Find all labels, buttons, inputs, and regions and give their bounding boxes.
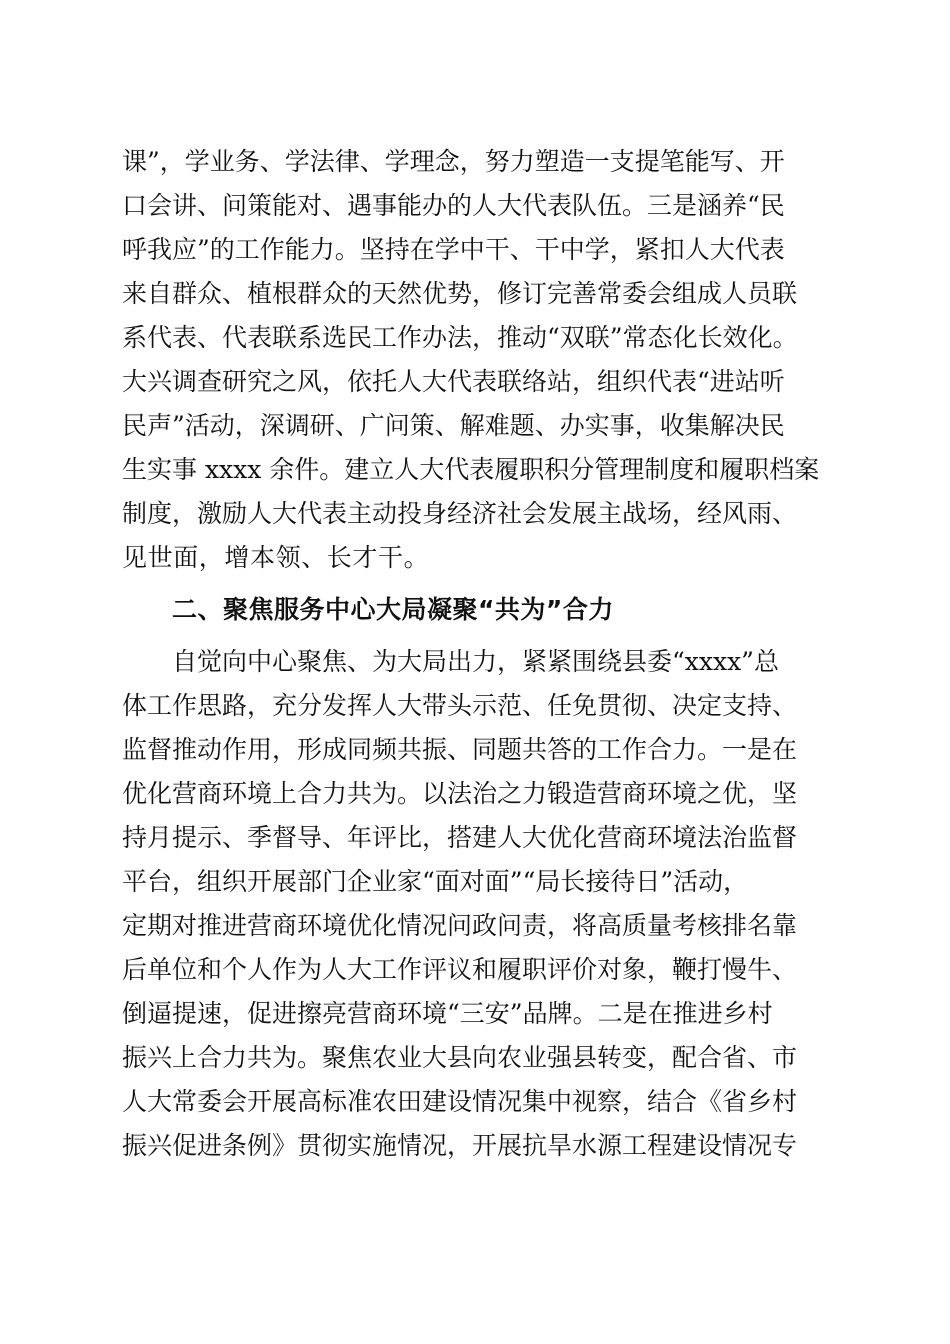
text-line: 制度，激励人大代表主动投身经济社会发展主战场，经风雨、 — [122, 499, 798, 528]
text-line: 振兴上合力共为。聚焦农业大县向农业强县转变，配合省、市 — [122, 1043, 798, 1072]
text-line: 见世面，增本领、长才干。 — [122, 543, 430, 572]
text-line: 后单位和个人作为人大工作评议和履职评价对象，鞭打慢牛、 — [122, 955, 798, 984]
text-line: 系代表、代表联系选民工作办法，推动“双联”常态化长效化。 — [122, 323, 798, 352]
text-line: 民声”活动，深调研、广问策、解难题、办实事，收集解决民 — [122, 411, 785, 440]
text-line: 口会讲、问策能对、遇事能办的人大代表队伍。三是涵养“民 — [122, 191, 785, 220]
text-line: 来自群众、植根群众的天然优势，修订完善常委会组成人员联 — [122, 279, 798, 308]
text-line: 倒逼提速，促进擦亮营商环境“三安”品牌。二是在推进乡村 — [122, 999, 773, 1028]
text-line: 监督推动作用，形成同频共振、同题共答的工作合力。一是在 — [122, 735, 798, 764]
text-line: 体工作思路，充分发挥人大带头示范、任免贯彻、决定支持、 — [122, 691, 798, 720]
text-line: 呼我应”的工作能力。坚持在学中干、干中学，紧扣人大代表 — [122, 235, 785, 264]
paragraph-first-line: 自觉向中心聚焦、为大局出力，紧紧围绕县委“xxxx”总 — [172, 647, 779, 676]
text-line: 持月提示、季督导、年评比，搭建人大优化营商环境法治监督 — [122, 823, 798, 852]
text-line: 定期对推进营商环境优化情况问政问责，将高质量考核排名靠 — [122, 911, 798, 940]
text-line: 人大常委会开展高标准农田建设情况集中视察，结合《省乡村 — [122, 1087, 798, 1116]
text-line: 生实事 xxxx 余件。建立人大代表履职积分管理制度和履职档案 — [122, 455, 820, 484]
text-line: 大兴调查研究之风，依托人大代表联络站，组织代表“进站听 — [122, 367, 785, 396]
text-line: 振兴促进条例》贯彻实施情况，开展抗旱水源工程建设情况专 — [122, 1131, 798, 1160]
section-heading: 二、聚焦服务中心大局凝聚“共为”合力 — [172, 595, 614, 624]
text-line: 课”，学业务、学法律、学理念，努力塑造一支提笔能写、开 — [122, 147, 785, 176]
text-line: 优化营商环境上合力共为。以法治之力锻造营商环境之优，坚 — [122, 779, 798, 808]
text-line: 平台，组织开展部门企业家“面对面”“局长接待日”活动， — [122, 867, 749, 896]
